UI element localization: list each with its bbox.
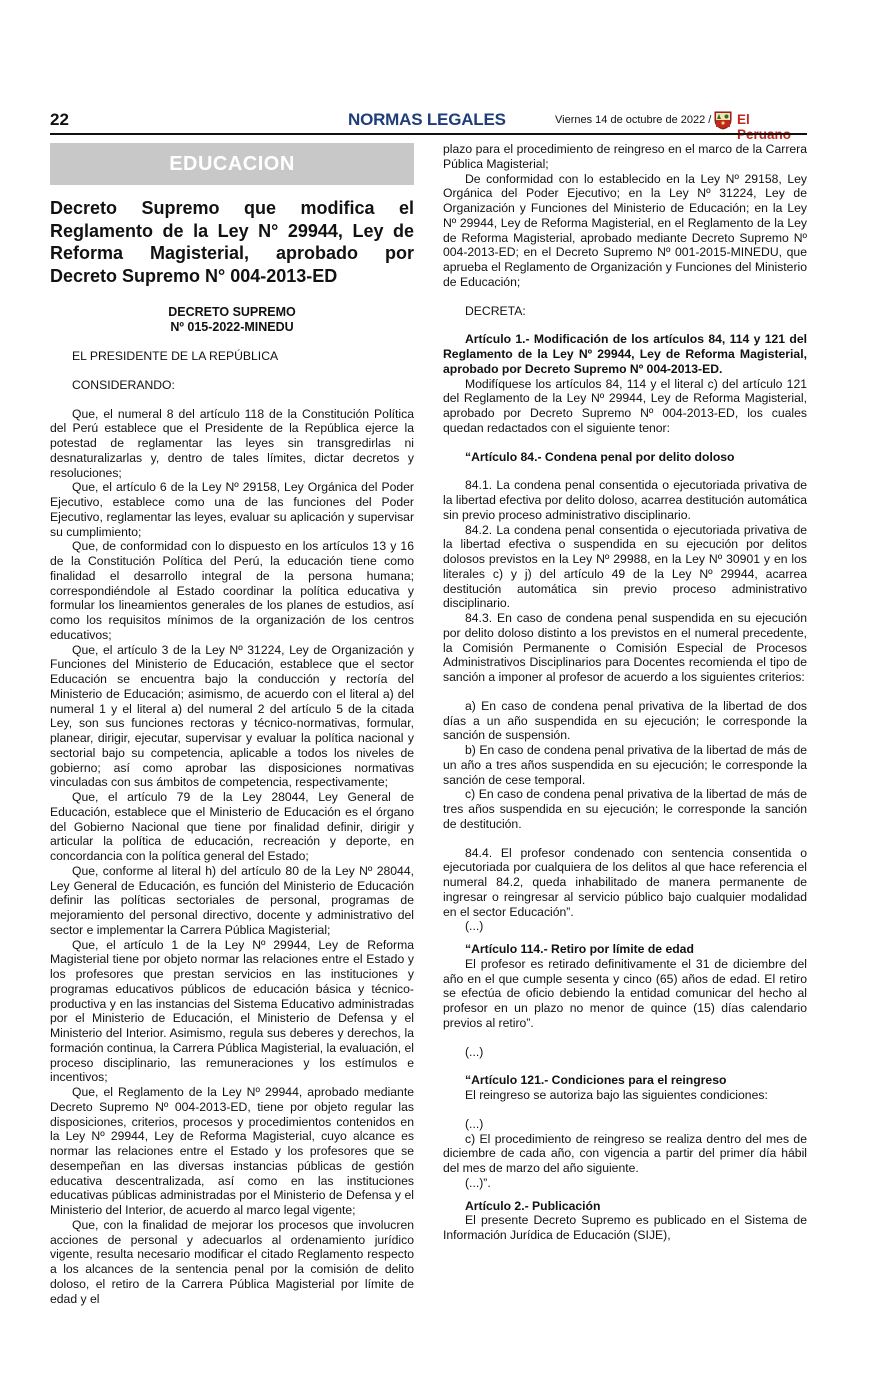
recital-paragraph: Que, el artículo 1 de la Ley Nº 29944, Ley de Reforma Magisterial tiene por objeto normar las relaciones entre el Estado y los profesores que prestan servicios en las instituciones y programas educativos públicos de educación básica y técnico-productiva y en las instancias del Sistema Educativo administradas por el Ministerio de Educación, el Ministerio de Defensa y el Ministerio del Interior. Asimismo, regula sus deberes y derechos, la formación continua, la Carrera Pública Magisterial, la evaluación, el proceso disciplinario, las remuneraciones y los estímulos e incentivos; bbox=[50, 937, 414, 1085]
recital-paragraph: Que, el numeral 8 del artículo 118 de la Constitución Política del Perú establece que el Presidente de la República ejerce la potestad de reglamentar las leyes sin transgredirlas ni desnaturalizarlas y, dentro de tales límites, dictar decretos y resoluciones; bbox=[50, 406, 414, 480]
clause-84-a: a) En caso de condena penal privativa de la libertad de dos días a un año suspendida en su ejecución; le corresponde la sanción de suspensión. bbox=[443, 698, 807, 743]
decree-type: DECRETO SUPREMO bbox=[168, 305, 296, 319]
recital-paragraph: Que, conforme al literal h) del artículo 80 de la Ley Nº 28044, Ley General de Educación, es función del Ministerio de Educación definir las políticas sectoriales de personal, programas de mejoramiento del personal directivo, docente y administrativo del sector e implementar la Carrera Pública Magisterial; bbox=[50, 863, 414, 937]
article-121-c: c) El procedimiento de reingreso se realiza dentro del mes de diciembre de cada año, con vigencia a partir del primer día hábil del mes de marzo del año siguiente. bbox=[443, 1131, 807, 1175]
recital-paragraph: Que, el artículo 3 de la Ley Nº 31224, Ley de Organización y Funciones del Ministerio de Educación, establece que el sector Educación se encuentra bajo la conducción y rectoría del Ministerio de Educación; asimismo, de acuerdo con el literal a) del numeral 1 y el literal a) del numeral 2 del artículo 5 de la citada Ley, son sus funciones rectoras y técnico-normativas, formular, planear, dirigir, ejecutar, supervisar y evaluar la política nacional y sectorial bajo su competencia, aplicable a todos los niveles de gobierno; así como aprobar las disposiciones normativas vinculadas con sus ámbitos de competencia, respectivamente; bbox=[50, 642, 414, 790]
recital-paragraph: Que, el Reglamento de la Ley Nº 29944, aprobado mediante Decreto Supremo Nº 004-2013-ED, tiene por objeto regular las disposiciones, criterios, procesos y procedimientos contenidos en la Ley Nº 29944, Ley de Reforma Magisterial, cuyo alcance es normar las relaciones entre el Estado y los profesores que se desempeñan en las diversas instancias públicas de gestión educativa descentralizada, así como en las instituciones educativas públicas administradas por el Ministerio de Defensa y el Ministerio del Interior, de acuerdo al marco legal vigente; bbox=[50, 1085, 414, 1217]
article-1-heading: Artículo 1.- Modificación de los artículos 84, 114 y 121 del Reglamento de la Ley Nº 29944, Ley de Reforma Magisterial, aprobado por Decreto Supremo Nº 004-2013-ED. bbox=[443, 332, 807, 376]
ellipsis: (...)”. bbox=[465, 1175, 491, 1190]
continued-paragraph: plazo para el procedimiento de reingreso en el marco de la Carrera Pública Magisterial; bbox=[443, 142, 807, 171]
recital-paragraph: Que, con la finalidad de mejorar los procesos que involucren acciones de personal y adecuarlos al ordenamiento jurídico vigente, resulta necesario modificar el citado Reglamento respecto a los alcances de la sentencia penal por la comisión de delito doloso, el retiro de la Carrera Pública Magisterial por límite de edad y el bbox=[50, 1217, 414, 1306]
article-2-heading: Artículo 2.- Publicación bbox=[465, 1198, 601, 1213]
article-1-body: Modifíquese los artículos 84, 114 y el literal c) del artículo 121 del Reglamento de la Ley Nº 29944, Ley de Reforma Magisterial, aprobado por Decreto Supremo Nº 004-2013-ED, los cuales quedan redactados con el siguiente tenor: bbox=[443, 376, 807, 435]
article-114-heading: “Artículo 114.- Retiro por límite de edad bbox=[465, 942, 694, 956]
article-title: Decreto Supremo que modifica el Reglamento de la Ley N° 29944, Ley de Reforma Magisterial, aprobado por Decreto Supremo N° 004-2013-ED bbox=[50, 198, 414, 286]
considerando-label: CONSIDERANDO: bbox=[72, 377, 175, 392]
article-121-heading: “Artículo 121.- Condiciones para el reingreso bbox=[465, 1073, 727, 1088]
recital-paragraph: Que, de conformidad con lo dispuesto en los artículos 13 y 16 de la Constitución Política del Perú, la educación tiene como finalidad el desarrollo integral de la persona humana; correspondiéndole al Estado coordinar la política educativa y formular los lineamientos generales de los planes de estudios, así como los requisitos mínimos de la organización de los centros educativos; bbox=[50, 539, 414, 642]
left-column bbox=[50, 143, 414, 1306]
decreta-label: DECRETA: bbox=[465, 303, 526, 318]
clause-84-1: 84.1. La condena penal consentida o ejecutoriada privativa de la libertad efectiva por delito doloso, acarrea destitución automática sin previo proceso administrativo disciplinario. bbox=[443, 478, 807, 522]
page-header bbox=[50, 108, 807, 142]
decree-number bbox=[50, 305, 414, 335]
article-114-body: El profesor es retirado definitivamente el 31 de diciembre del año en el que cumple sesenta y cinco (65) años de edad. El retiro se efectúa de oficio debiendo la entidad comunicar del hecho al profesor en un plazo no menor de quince (15) días calendario previos al retiro”. bbox=[443, 956, 807, 1030]
recital-paragraph: Que, el artículo 79 de la Ley 28044, Ley General de Educación, establece que el Ministerio de Educación es el órgano del Gobierno Nacional que tiene por finalidad definir, dirigir y articular la política de educación, recreación y deporte, en concordancia con la política general del Estado; bbox=[50, 790, 414, 863]
right-column bbox=[443, 142, 807, 1243]
newspaper-name: El Peruano bbox=[737, 112, 792, 142]
article-2-body: El presente Decreto Supremo es publicado en el Sistema de Información Jurídica de Educación (SIJE), bbox=[443, 1213, 807, 1242]
president-line: EL PRESIDENTE DE LA REPÚBLICA bbox=[72, 349, 279, 363]
publication-name: NORMAS LEGALES bbox=[348, 110, 506, 129]
coat-of-arms-icon bbox=[711, 110, 735, 130]
clause-84-4: 84.4. El profesor condenado con sentencia consentida o ejecutoriada por cualquiera de los delitos al que hace referencia el numeral 84.2, queda inhabilitado de manera permanente de ingresar o reingresar al servicio público bajo cualquier modalidad en el sector Educación”. bbox=[443, 845, 807, 919]
ellipsis: (...) bbox=[465, 1116, 484, 1131]
section-banner: EDUCACION bbox=[50, 143, 414, 185]
ellipsis: (...) bbox=[465, 1044, 484, 1059]
conformidad-paragraph: De conformidad con lo establecido en la Ley Nº 29158, Ley Orgánica del Poder Ejecutivo; en la Ley Nº 31224, Ley de Organización y Funciones del Ministerio de Educación; en la Ley Nº 29944, Ley de Reforma Magisterial, en el Reglamento de la Ley de Reforma Magisterial, aprobado mediante Decreto Supremo Nº 004-2013-ED; en el Decreto Supremo Nº 001-2015-MINEDU, que aprueba el Reglamento de Organización y Funciones del Ministerio de Educación; bbox=[443, 171, 807, 289]
clause-84-2: 84.2. La condena penal consentida o ejecutoriada privativa de la libertad efectiva o suspendida en su ejecución por delitos dolosos previstos en la Ley Nº 29988, en la Ley Nº 30901 y en los literales c) y j) del artículo 49 de la Ley Nº 29944, acarrea destitución automática sin previo proceso administrativo disciplinario. bbox=[443, 522, 807, 611]
issue-date: Viernes 14 de octubre de 2022 / bbox=[555, 114, 712, 126]
decree-code: Nº 015-2022-MINEDU bbox=[170, 320, 294, 334]
clause-84-c: c) En caso de condena penal privativa de la libertad de más de tres años suspendida en su ejecución; le corresponde la sanción de destitución. bbox=[443, 787, 807, 831]
recital-paragraph: Que, el artículo 6 de la Ley Nº 29158, Ley Orgánica del Poder Ejecutivo, establece como una de las funciones del Poder Ejecutivo, reglamentar las leyes, evaluar su aplicación y supervisar su cumplimiento; bbox=[50, 480, 414, 539]
article-84-heading: “Artículo 84.- Condena penal por delito doloso bbox=[465, 449, 735, 464]
header-rule bbox=[50, 133, 807, 135]
clause-84-b: b) En caso de condena penal privativa de la libertad de más de un año a tres años suspendida en su ejecución; le corresponde la sanción de cese temporal. bbox=[443, 743, 807, 787]
ellipsis: (...) bbox=[465, 919, 484, 934]
article-121-body: El reingreso se autoriza bajo las siguientes condiciones: bbox=[465, 1088, 768, 1102]
page-number: 22 bbox=[50, 110, 69, 129]
clause-84-3: 84.3. En caso de condena penal suspendida en su ejecución por delito doloso distinto a los previstos en el numeral precedente, la Comisión Permanente o Comisión Especial de Procesos Administrativos Disciplinarios para Docentes recomienda el tipo de sanción a imponer al profesor de acuerdo a los siguientes criterios: bbox=[443, 611, 807, 684]
